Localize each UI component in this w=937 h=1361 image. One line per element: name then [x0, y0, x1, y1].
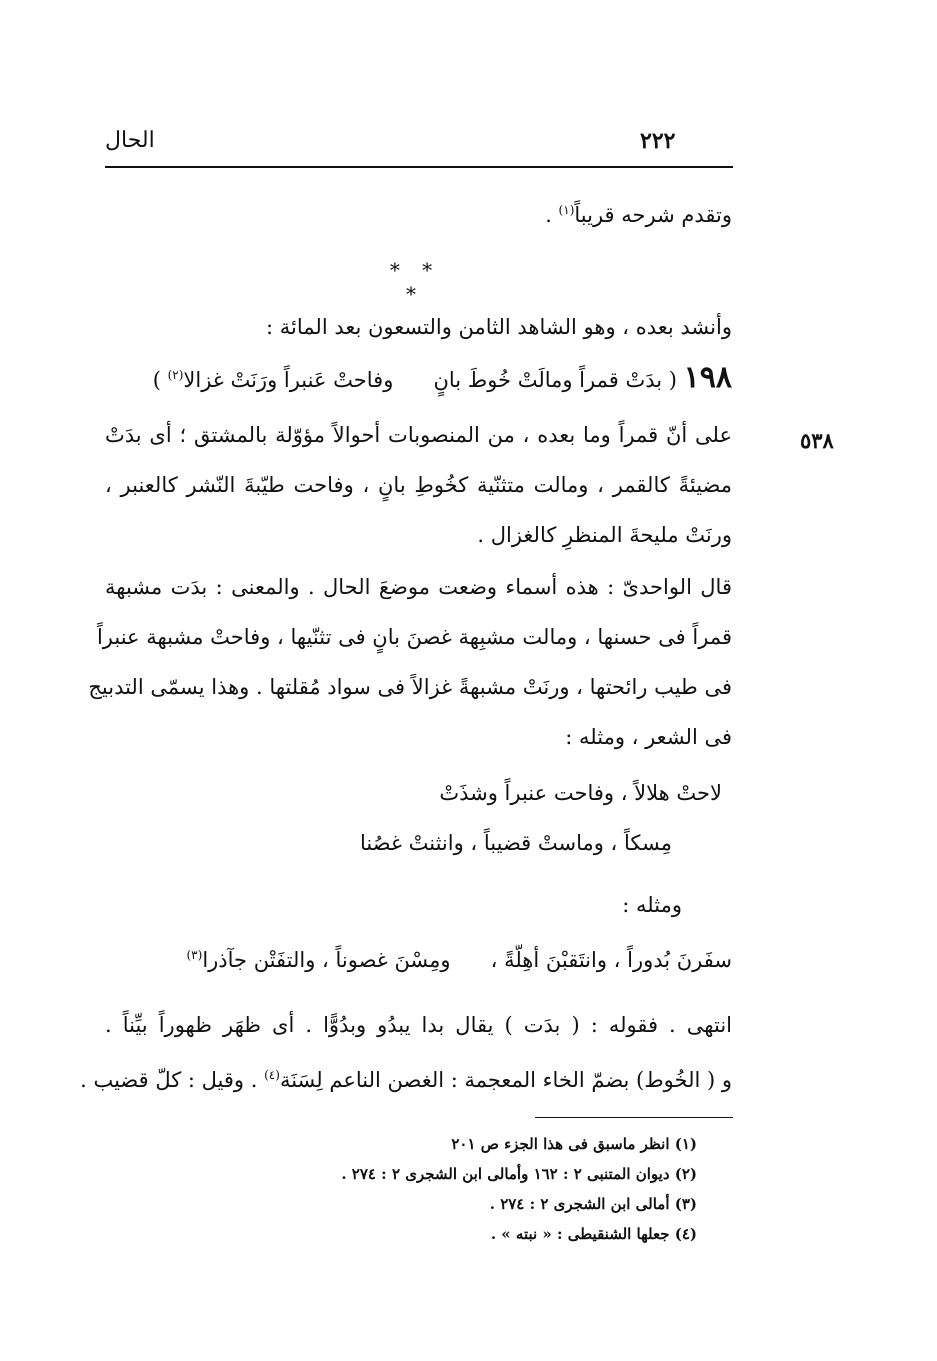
- footnote-ref: (١): [558, 203, 575, 217]
- verse-hemistich: ومِسْنَ غصوناً ، والتفَتْن جآذرا: [202, 948, 451, 972]
- text-line: فى الشعر ، ومثله :: [565, 725, 732, 749]
- footnote-rule: [535, 1117, 733, 1118]
- footnote-ref: (٣): [186, 948, 203, 962]
- text-line: ورنَتْ مليحةَ المنظرِ كالغزال .: [477, 523, 732, 547]
- verse-hemistich: سفَرنَ بُدوراً ، وانتَقبْنَ أهِلّةً ،: [490, 948, 732, 972]
- text-span: ): [152, 368, 168, 392]
- margin-number: ٥٣٨: [800, 428, 834, 453]
- text-line: ومثله :: [622, 893, 682, 917]
- footnote: (٣) أمالى ابن الشجرى ٢ : ٢٧٤ .: [489, 1195, 697, 1213]
- text-line: فى طيب رائحتها ، ورنَتْ مشبهةً غزالاً فى سواد مُقلتها . وهذا يسمّى التدبيج: [88, 675, 732, 699]
- running-head-chapter: الحال: [105, 128, 155, 153]
- text-line: مضيئةً كالقمر ، ومالت متثنّية كخُوطِ بانٍ ، وفاحت طيّبةَ النّشر كالعنبر ،: [105, 473, 732, 497]
- verse-hemistich: ( بدَتْ قمراً ومالَتْ خُوطَ بانٍ: [433, 368, 677, 392]
- poem-line: لاحتْ هلالاً ، وفاحت عنبراً وشذَتْ: [439, 781, 722, 805]
- section-ornament: * * *: [389, 258, 441, 306]
- footnote: (٤) جعلها الشنقيطى : « نبته » .: [490, 1225, 697, 1243]
- verse-line: [105, 360, 732, 395]
- footnote-ref: (٢): [167, 368, 184, 382]
- text-span: و ( الخُوط) بضمّ الخاء المعجمة : الغصن الناعم لِسَنَة: [279, 1068, 732, 1092]
- footnote: (٢) ديوان المتنبى ٢ : ١٦٢ وأمالى ابن الشجرى ٢ : ٢٧٤ .: [341, 1165, 697, 1183]
- text-line: قال الواحدىّ : هذه أسماء وضعت موضعَ الحال . والمعنى : بدَت مشبهة: [105, 575, 732, 599]
- text-line: [105, 195, 732, 230]
- verse-hemistich: وفاحتْ عَنبراً ورَنَتْ غزالا: [183, 368, 394, 392]
- text-line: [80, 1060, 732, 1095]
- footnote: (١) انظر ماسبق فى هذا الجزء ص ٢٠١: [451, 1135, 697, 1153]
- header-rule: [105, 166, 733, 168]
- text-span: وتقدم شرحه قريباً: [574, 203, 732, 227]
- poem-line: مِسكاً ، وماستْ قضيباً ، وانثنتْ غصُنا: [360, 831, 672, 855]
- text-line: قمراً فى حسنها ، ومالت مشبِهة غصنَ بانٍ فى تثنّيها ، وفاحتْ مشبهة عنبراً: [96, 625, 732, 649]
- verse-number: ١٩٨: [683, 360, 732, 395]
- footnote-ref: (٤): [264, 1068, 280, 1082]
- poem-line: [105, 940, 732, 975]
- intro-line: وأنشد بعده ، وهو الشاهد الثامن والتسعون بعد المائة :: [266, 315, 732, 339]
- text-line: انتهى . فقوله : ( بدَت ) يقال بدا يبدُو وبدُوًّا . أى ظهَر ظهوراً بيِّناً .: [105, 1013, 732, 1037]
- page-number: ٢٢٢: [640, 128, 676, 154]
- text-line: على أنّ قمراً وما بعده ، من المنصوبات أحوالاً مؤوّلة بالمشتق ؛ أى بدَتْ: [105, 423, 732, 447]
- text-span: .: [545, 203, 559, 227]
- text-span: . وقيل : كلّ قضيب .: [80, 1068, 265, 1092]
